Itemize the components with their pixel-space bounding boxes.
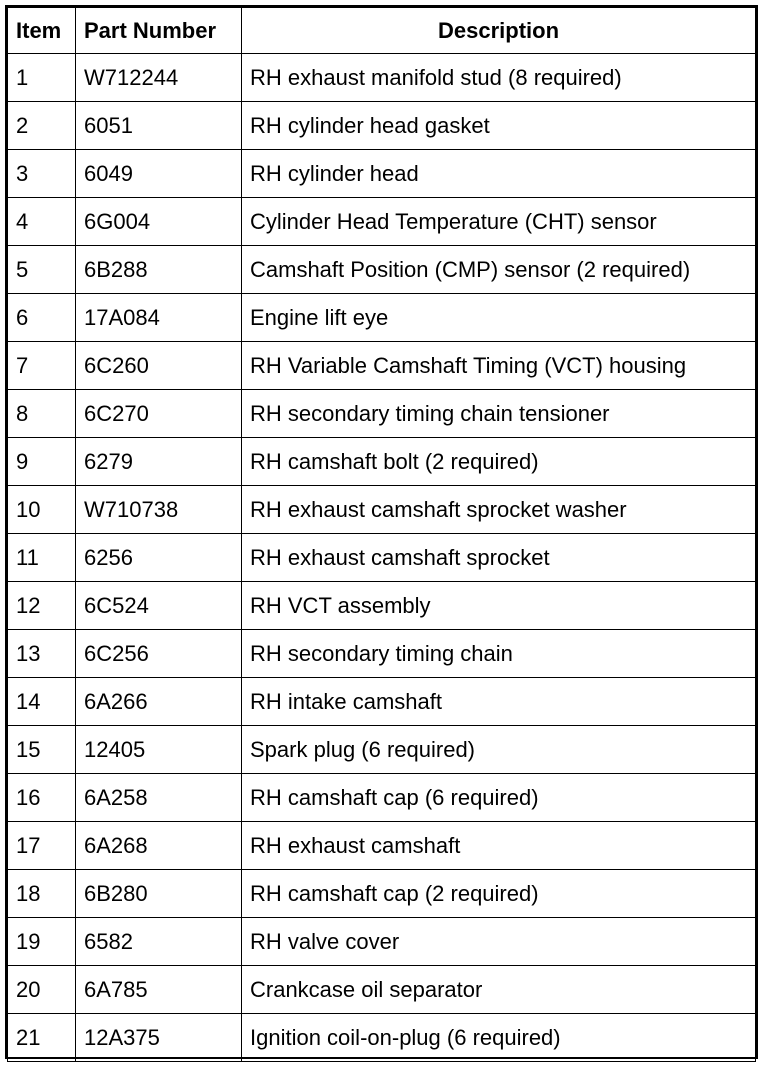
table-row <box>8 102 756 150</box>
part-number-cell: 6C260 <box>76 342 242 390</box>
table-header <box>8 8 756 54</box>
description-cell: RH camshaft bolt (2 required) <box>242 438 756 486</box>
header-description: Description <box>242 8 756 54</box>
part-number-cell: 6C270 <box>76 390 242 438</box>
description-cell: Ignition coil-on-plug (6 required) <box>242 1014 756 1062</box>
table-row <box>8 342 756 390</box>
table-row <box>8 534 756 582</box>
description-cell: RH exhaust camshaft <box>242 822 756 870</box>
item-number-cell: 15 <box>8 726 76 774</box>
description-cell: RH valve cover <box>242 918 756 966</box>
part-number-cell: 17A084 <box>76 294 242 342</box>
item-number-cell: 19 <box>8 918 76 966</box>
part-number-cell: 6C256 <box>76 630 242 678</box>
description-cell: RH cylinder head gasket <box>242 102 756 150</box>
item-number-cell: 20 <box>8 966 76 1014</box>
description-cell: RH exhaust camshaft sprocket <box>242 534 756 582</box>
table-row <box>8 150 756 198</box>
table-row <box>8 822 756 870</box>
part-number-cell: 12A375 <box>76 1014 242 1062</box>
description-cell: Camshaft Position (CMP) sensor (2 required) <box>242 246 756 294</box>
item-number-cell: 7 <box>8 342 76 390</box>
item-number-cell: 8 <box>8 390 76 438</box>
description-cell: RH exhaust manifold stud (8 required) <box>242 54 756 102</box>
parts-table-container <box>5 5 758 1059</box>
item-number-cell: 6 <box>8 294 76 342</box>
description-cell: RH camshaft cap (2 required) <box>242 870 756 918</box>
item-number-cell: 11 <box>8 534 76 582</box>
part-number-cell: 6B280 <box>76 870 242 918</box>
item-number-cell: 12 <box>8 582 76 630</box>
header-item: Item <box>8 8 76 54</box>
part-number-cell: 6256 <box>76 534 242 582</box>
item-number-cell: 9 <box>8 438 76 486</box>
part-number-cell: 6G004 <box>76 198 242 246</box>
parts-table <box>7 7 756 1062</box>
table-body <box>8 54 756 1062</box>
part-number-cell: W710738 <box>76 486 242 534</box>
table-row <box>8 198 756 246</box>
item-number-cell: 16 <box>8 774 76 822</box>
item-number-cell: 1 <box>8 54 76 102</box>
description-cell: RH intake camshaft <box>242 678 756 726</box>
table-row <box>8 918 756 966</box>
item-number-cell: 14 <box>8 678 76 726</box>
table-row <box>8 246 756 294</box>
item-number-cell: 21 <box>8 1014 76 1062</box>
item-number-cell: 3 <box>8 150 76 198</box>
header-row <box>8 8 756 54</box>
description-cell: RH cylinder head <box>242 150 756 198</box>
table-row <box>8 1014 756 1062</box>
table-row <box>8 630 756 678</box>
item-number-cell: 4 <box>8 198 76 246</box>
table-row <box>8 966 756 1014</box>
part-number-cell: 6582 <box>76 918 242 966</box>
header-part-number: Part Number <box>76 8 242 54</box>
description-cell: RH VCT assembly <box>242 582 756 630</box>
part-number-cell: W712244 <box>76 54 242 102</box>
part-number-cell: 6A268 <box>76 822 242 870</box>
table-row <box>8 486 756 534</box>
part-number-cell: 6A266 <box>76 678 242 726</box>
description-cell: Crankcase oil separator <box>242 966 756 1014</box>
part-number-cell: 6051 <box>76 102 242 150</box>
part-number-cell: 6049 <box>76 150 242 198</box>
table-row <box>8 390 756 438</box>
item-number-cell: 10 <box>8 486 76 534</box>
table-row <box>8 774 756 822</box>
part-number-cell: 6C524 <box>76 582 242 630</box>
part-number-cell: 12405 <box>76 726 242 774</box>
description-cell: Spark plug (6 required) <box>242 726 756 774</box>
item-number-cell: 5 <box>8 246 76 294</box>
description-cell: RH camshaft cap (6 required) <box>242 774 756 822</box>
table-row <box>8 54 756 102</box>
part-number-cell: 6B288 <box>76 246 242 294</box>
part-number-cell: 6279 <box>76 438 242 486</box>
part-number-cell: 6A258 <box>76 774 242 822</box>
item-number-cell: 2 <box>8 102 76 150</box>
table-row <box>8 294 756 342</box>
item-number-cell: 17 <box>8 822 76 870</box>
description-cell: RH secondary timing chain <box>242 630 756 678</box>
item-number-cell: 18 <box>8 870 76 918</box>
table-row <box>8 678 756 726</box>
description-cell: RH Variable Camshaft Timing (VCT) housing <box>242 342 756 390</box>
part-number-cell: 6A785 <box>76 966 242 1014</box>
table-row <box>8 726 756 774</box>
description-cell: RH exhaust camshaft sprocket washer <box>242 486 756 534</box>
description-cell: Cylinder Head Temperature (CHT) sensor <box>242 198 756 246</box>
item-number-cell: 13 <box>8 630 76 678</box>
table-row <box>8 582 756 630</box>
description-cell: Engine lift eye <box>242 294 756 342</box>
table-row <box>8 870 756 918</box>
table-row <box>8 438 756 486</box>
description-cell: RH secondary timing chain tensioner <box>242 390 756 438</box>
